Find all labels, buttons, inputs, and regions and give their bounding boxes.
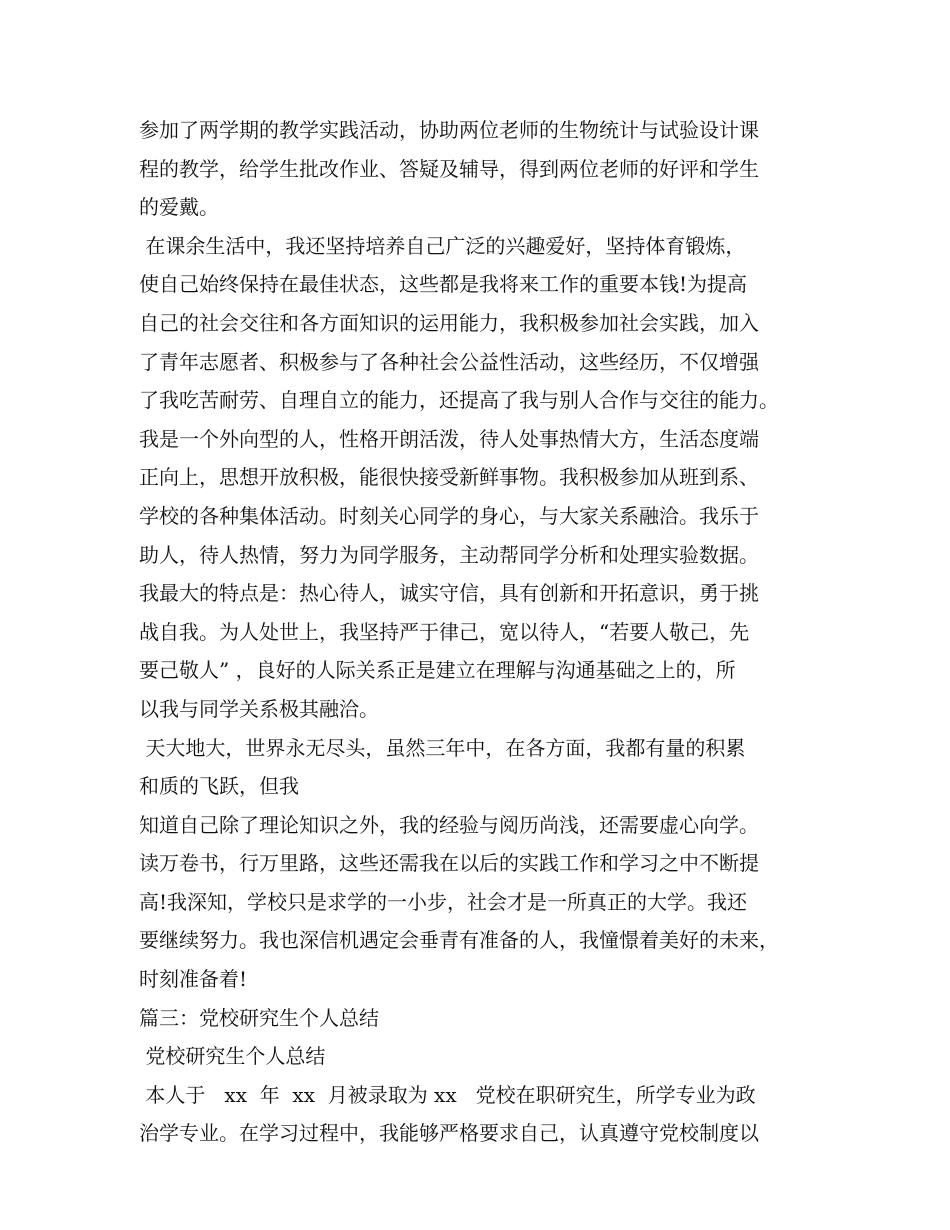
text-line: 时刻准备着! [139,967,248,992]
text-line: 程的教学，给学生批改作业、答疑及辅导，得到两位老师的好评和学生 [139,156,759,181]
text-line: 的爱戴。 [139,195,219,220]
section-title: 党校研究生个人总结 [139,1044,326,1069]
text-line: 在课余生活中，我还坚持培养自己广泛的兴趣爱好，坚持体育锻炼， [139,233,746,258]
text-line: 使自己始终保持在最佳状态，这些都是我将来工作的重要本钱!为提高 [139,272,748,297]
section-heading: 篇三：党校研究生个人总结 [139,1005,379,1030]
text-line: 我是一个外向型的人，性格开朗活泼，待人处事热情大方，生活态度端 [139,426,759,451]
text-line: 要继续努力。我也深信机遇定会垂青有准备的人，我憧憬着美好的未来， [139,928,779,953]
text-line: 助人，待人热情，努力为同学服务，主动帮同学分析和处理实验数据。 [139,542,759,567]
text-line: 要己敬人” ，良好的人际关系正是建立在理解与沟通基础之上的，所 [139,658,736,683]
text-line: 战自我。为人处世上，我坚持严于律己，宽以待人，“若要人敬己，先 [139,619,750,644]
text-line: 本人于 xx 年 xx 月被录取为 xx 党校在职研究生，所学专业为政 [139,1082,756,1107]
text-line: 治学专业。在学习过程中，我能够严格要求自己，认真遵守党校制度以 [139,1121,759,1146]
text-line: 高!我深知，学校只是求学的一小步，社会才是一所真正的大学。我还 [139,889,748,914]
document-body [139,111,819,1153]
text-line: 天大地大，世界永无尽头，虽然三年中，在各方面，我都有量的积累 [139,735,746,760]
text-line: 自己的社会交往和各方面知识的运用能力，我积极参加社会实践，加入 [139,310,759,335]
text-line: 学校的各种集体活动。时刻关心同学的身心，与大家关系融洽。我乐于 [139,503,759,528]
text-line: 我最大的特点是：热心待人，诚实守信，具有创新和开拓意识，勇于挑 [139,581,759,606]
text-line: 了我吃苦耐劳、自理自立的能力，还提高了我与别人合作与交往的能力。 [139,388,779,413]
text-line: 知道自己除了理论知识之外，我的经验与阅历尚浅，还需要虚心向学。 [139,812,759,837]
text-line: 正向上，思想开放积极，能很快接受新鲜事物。我积极参加从班到系、 [139,465,759,490]
text-line: 以我与同学关系极其融洽。 [139,696,379,721]
text-line: 和质的飞跃，但我 [139,774,299,799]
text-line: 读万卷书，行万里路，这些还需我在以后的实践工作和学习之中不断提 [139,851,759,876]
text-line: 参加了两学期的教学实践活动，协助两位老师的生物统计与试验设计课 [139,118,759,142]
text-line: 了青年志愿者、积极参与了各种社会公益性活动，这些经历，不仅增强 [139,349,759,374]
